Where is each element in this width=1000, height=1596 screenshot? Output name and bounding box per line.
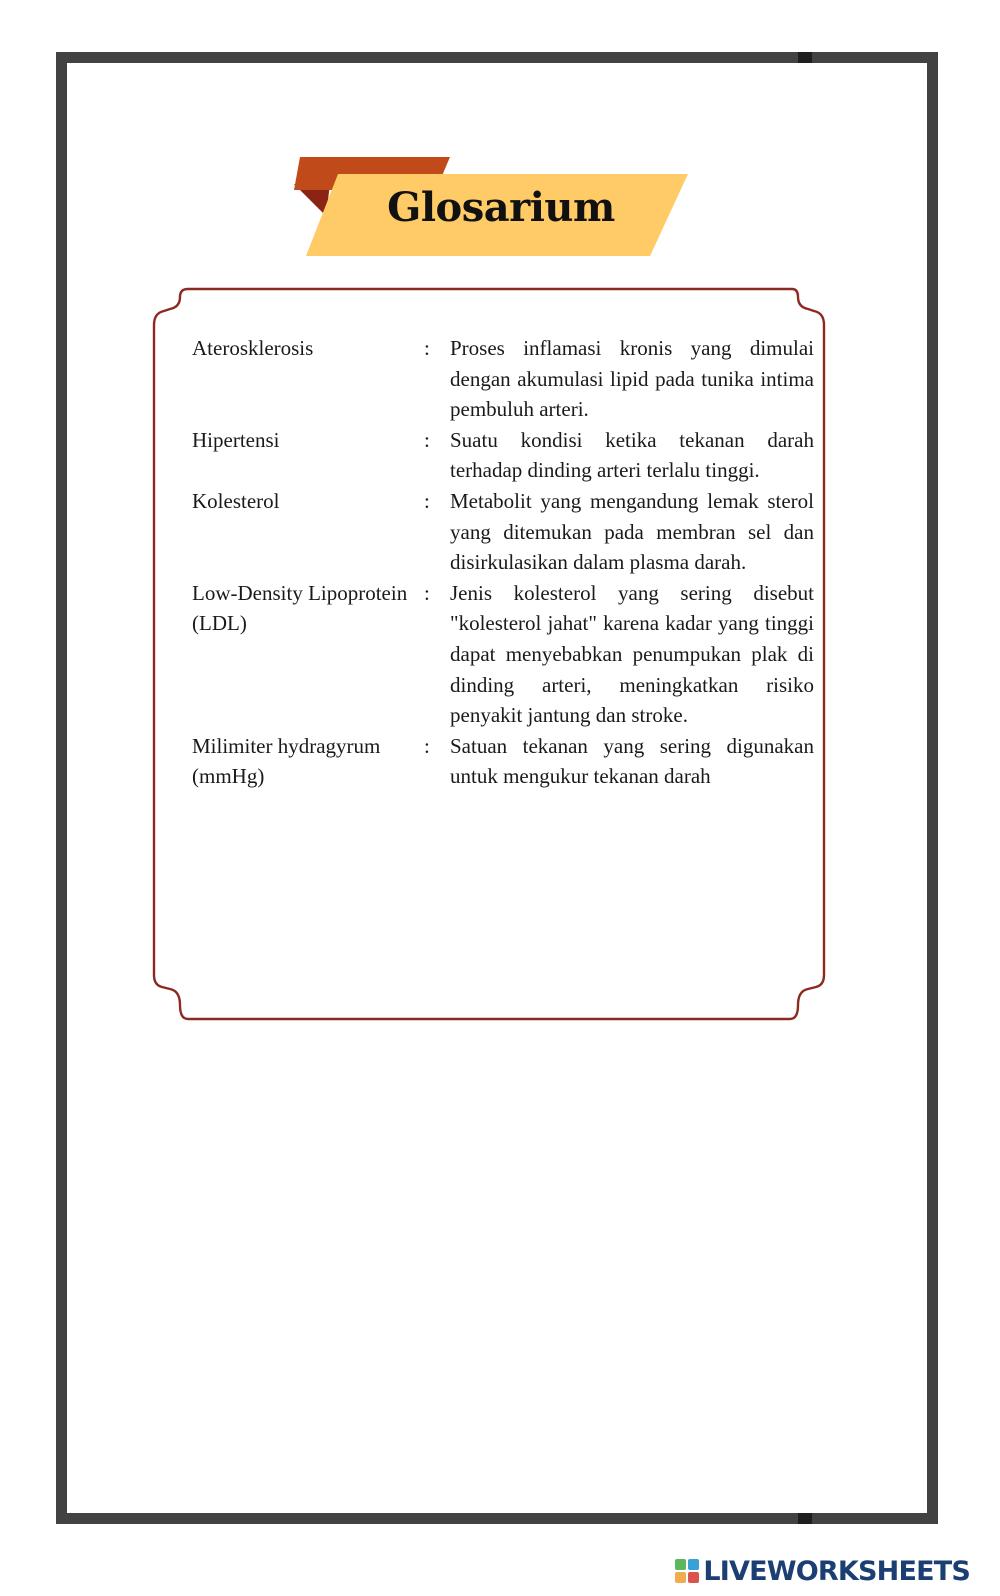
- glossary-separator: :: [424, 427, 430, 452]
- liveworksheets-brand[interactable]: [675, 1556, 970, 1586]
- glossary-term: Hipertensi: [192, 427, 280, 452]
- glossary-definition: Proses inflamasi kronis yang dimulai dengan akumulasi lipid pada tunika intima pembuluh arteri.: [450, 336, 814, 422]
- glossary-entry-kolesterol: [192, 486, 814, 578]
- glossary-definition: Jenis kolesterol yang sering disebut "kolesterol jahat" karena kadar yang tinggi dapat menyebabkan penumpukan plak di dinding arteri, meningkatkan risiko penyakit jantung dan stroke.: [450, 580, 814, 728]
- frame-notch-bottom: [798, 1513, 812, 1524]
- logo-square-green: [675, 1559, 686, 1570]
- glossary-definition: Satuan tekanan yang sering digunakan untuk mengukur tekanan darah: [450, 733, 814, 789]
- frame-notch-top: [798, 52, 812, 63]
- page-title: Glosarium: [387, 184, 615, 231]
- brand-wordmark: LIVEWORKSHEETS: [703, 1555, 970, 1587]
- logo-square-red: [688, 1572, 699, 1583]
- glossary-list: [192, 333, 814, 792]
- title-banner: [290, 150, 700, 265]
- glossary-definition: Metabolit yang mengandung lemak sterol yang ditemukan pada membran sel dan disirkulasikan dalam plasma darah.: [450, 488, 814, 575]
- glossary-entry-hipertensi: [192, 425, 814, 486]
- glossary-separator: :: [424, 488, 430, 513]
- glossary-entry-aterosklerosis: [192, 333, 814, 425]
- glossary-entry-ldl: [192, 578, 814, 731]
- glossary-term: Kolesterol: [192, 488, 280, 513]
- glossary-term: Milimiter hydragyrum (mmHg): [192, 733, 381, 789]
- glossary-separator: :: [424, 580, 430, 605]
- logo-square-yellow: [675, 1572, 686, 1583]
- logo-square-blue: [688, 1559, 699, 1570]
- glossary-definition: Suatu kondisi ketika tekanan darah terhadap dinding arteri terlalu tinggi.: [450, 427, 814, 483]
- glossary-entry-mmhg: [192, 731, 814, 792]
- glossary-term: Low-Density Lipoprotein (LDL): [192, 580, 408, 636]
- glossary-term: Aterosklerosis: [192, 336, 314, 360]
- glossary-box: [150, 285, 830, 1025]
- liveworksheets-logo-icon: [675, 1559, 699, 1583]
- glossary-separator: :: [424, 733, 430, 758]
- glossary-separator: :: [424, 336, 430, 360]
